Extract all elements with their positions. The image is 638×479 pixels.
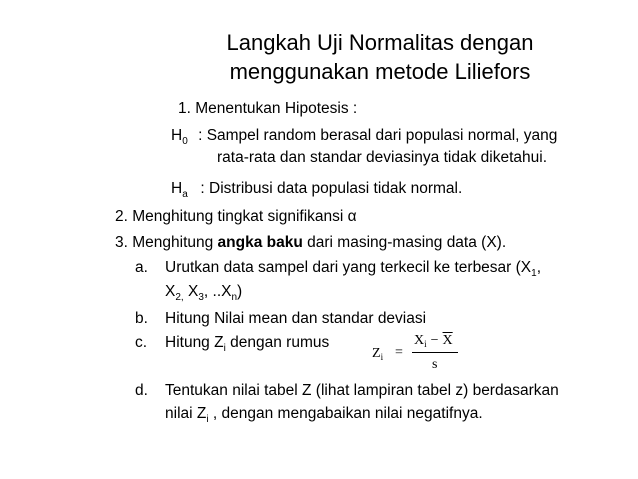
item-a-line-1 bbox=[165, 259, 541, 277]
hypothesis-ha bbox=[171, 180, 462, 198]
step-2: 2. Menghitung tingkat signifikansi α bbox=[115, 208, 357, 225]
h0-text: : Sampel random berasal dari populasi normal, yang bbox=[198, 127, 558, 144]
formula-z: Z bbox=[372, 346, 381, 361]
item-a-letter: a. bbox=[135, 259, 148, 276]
step-1: 1. Menentukan Hipotesis : bbox=[178, 100, 358, 117]
x2-subscript: 2, bbox=[175, 292, 184, 303]
item-b-text: Hitung Nilai mean dan standar deviasi bbox=[165, 310, 427, 327]
formula-numerator bbox=[414, 333, 453, 349]
fraction-bar bbox=[412, 352, 458, 353]
item-a-comma: , bbox=[536, 259, 542, 276]
formula-lhs bbox=[372, 346, 383, 362]
item-a-close: ) bbox=[237, 283, 243, 300]
formula-minus: − bbox=[430, 333, 439, 348]
item-d-line-2 bbox=[165, 405, 483, 423]
item-d-pre: nilai Z bbox=[165, 405, 207, 422]
formula-mean: $\overline{X}$ bbox=[442, 333, 453, 348]
step-3-prefix: 3. Menghitung bbox=[115, 234, 218, 251]
xn-subscript: n bbox=[231, 292, 238, 303]
step-3 bbox=[115, 234, 506, 252]
item-d-post: , dengan mengabaikan nilai negatifnya. bbox=[208, 405, 483, 422]
slide-title bbox=[170, 28, 590, 86]
hypothesis-h0 bbox=[171, 127, 557, 145]
item-d-letter: d. bbox=[135, 382, 148, 399]
x2-label: X bbox=[165, 283, 176, 300]
ha-symbol: H bbox=[171, 180, 183, 197]
item-c-text bbox=[165, 334, 329, 352]
x3-subscript: 3 bbox=[198, 292, 204, 303]
formula-x-sub: i bbox=[424, 339, 427, 349]
formula-z-sub: i bbox=[380, 352, 384, 362]
xn-label: , ..X bbox=[203, 283, 232, 300]
step-3-bold: angka baku bbox=[217, 234, 303, 251]
formula-denominator: s bbox=[432, 357, 438, 372]
title-line-1: Langkah Uji Normalitas dengan bbox=[226, 30, 534, 55]
formula-equals: = bbox=[395, 345, 403, 360]
ha-text: : Distribusi data populasi tidak normal. bbox=[196, 180, 463, 197]
h0-text-continued: rata-rata dan standar deviasinya tidak diketahui. bbox=[217, 149, 548, 166]
h0-subscript: 0 bbox=[182, 136, 188, 147]
x1-subscript: 1 bbox=[531, 268, 537, 279]
ha-subscript: a bbox=[182, 189, 188, 200]
h0-symbol: H bbox=[171, 127, 183, 144]
item-d-sub: i bbox=[206, 414, 209, 425]
item-c-letter: c. bbox=[135, 334, 148, 351]
item-a-line-2 bbox=[165, 283, 242, 301]
item-c-pre: Hitung Z bbox=[165, 334, 224, 351]
title-line-2: menggunakan metode Liliefors bbox=[229, 59, 531, 84]
zi-subscript: i bbox=[223, 343, 226, 354]
x3-label: X bbox=[183, 283, 199, 300]
formula-x: X bbox=[414, 333, 425, 348]
item-d-line-1: Tentukan nilai tabel Z (lihat lampiran tabel z) berdasarkan bbox=[165, 382, 559, 399]
item-b-letter: b. bbox=[135, 310, 148, 327]
step-3-suffix: dari masing-masing data (X). bbox=[302, 234, 507, 251]
item-a-text: Urutkan data sampel dari yang terkecil ke terbesar (X bbox=[165, 259, 532, 276]
item-c-post: dengan rumus bbox=[225, 334, 330, 351]
